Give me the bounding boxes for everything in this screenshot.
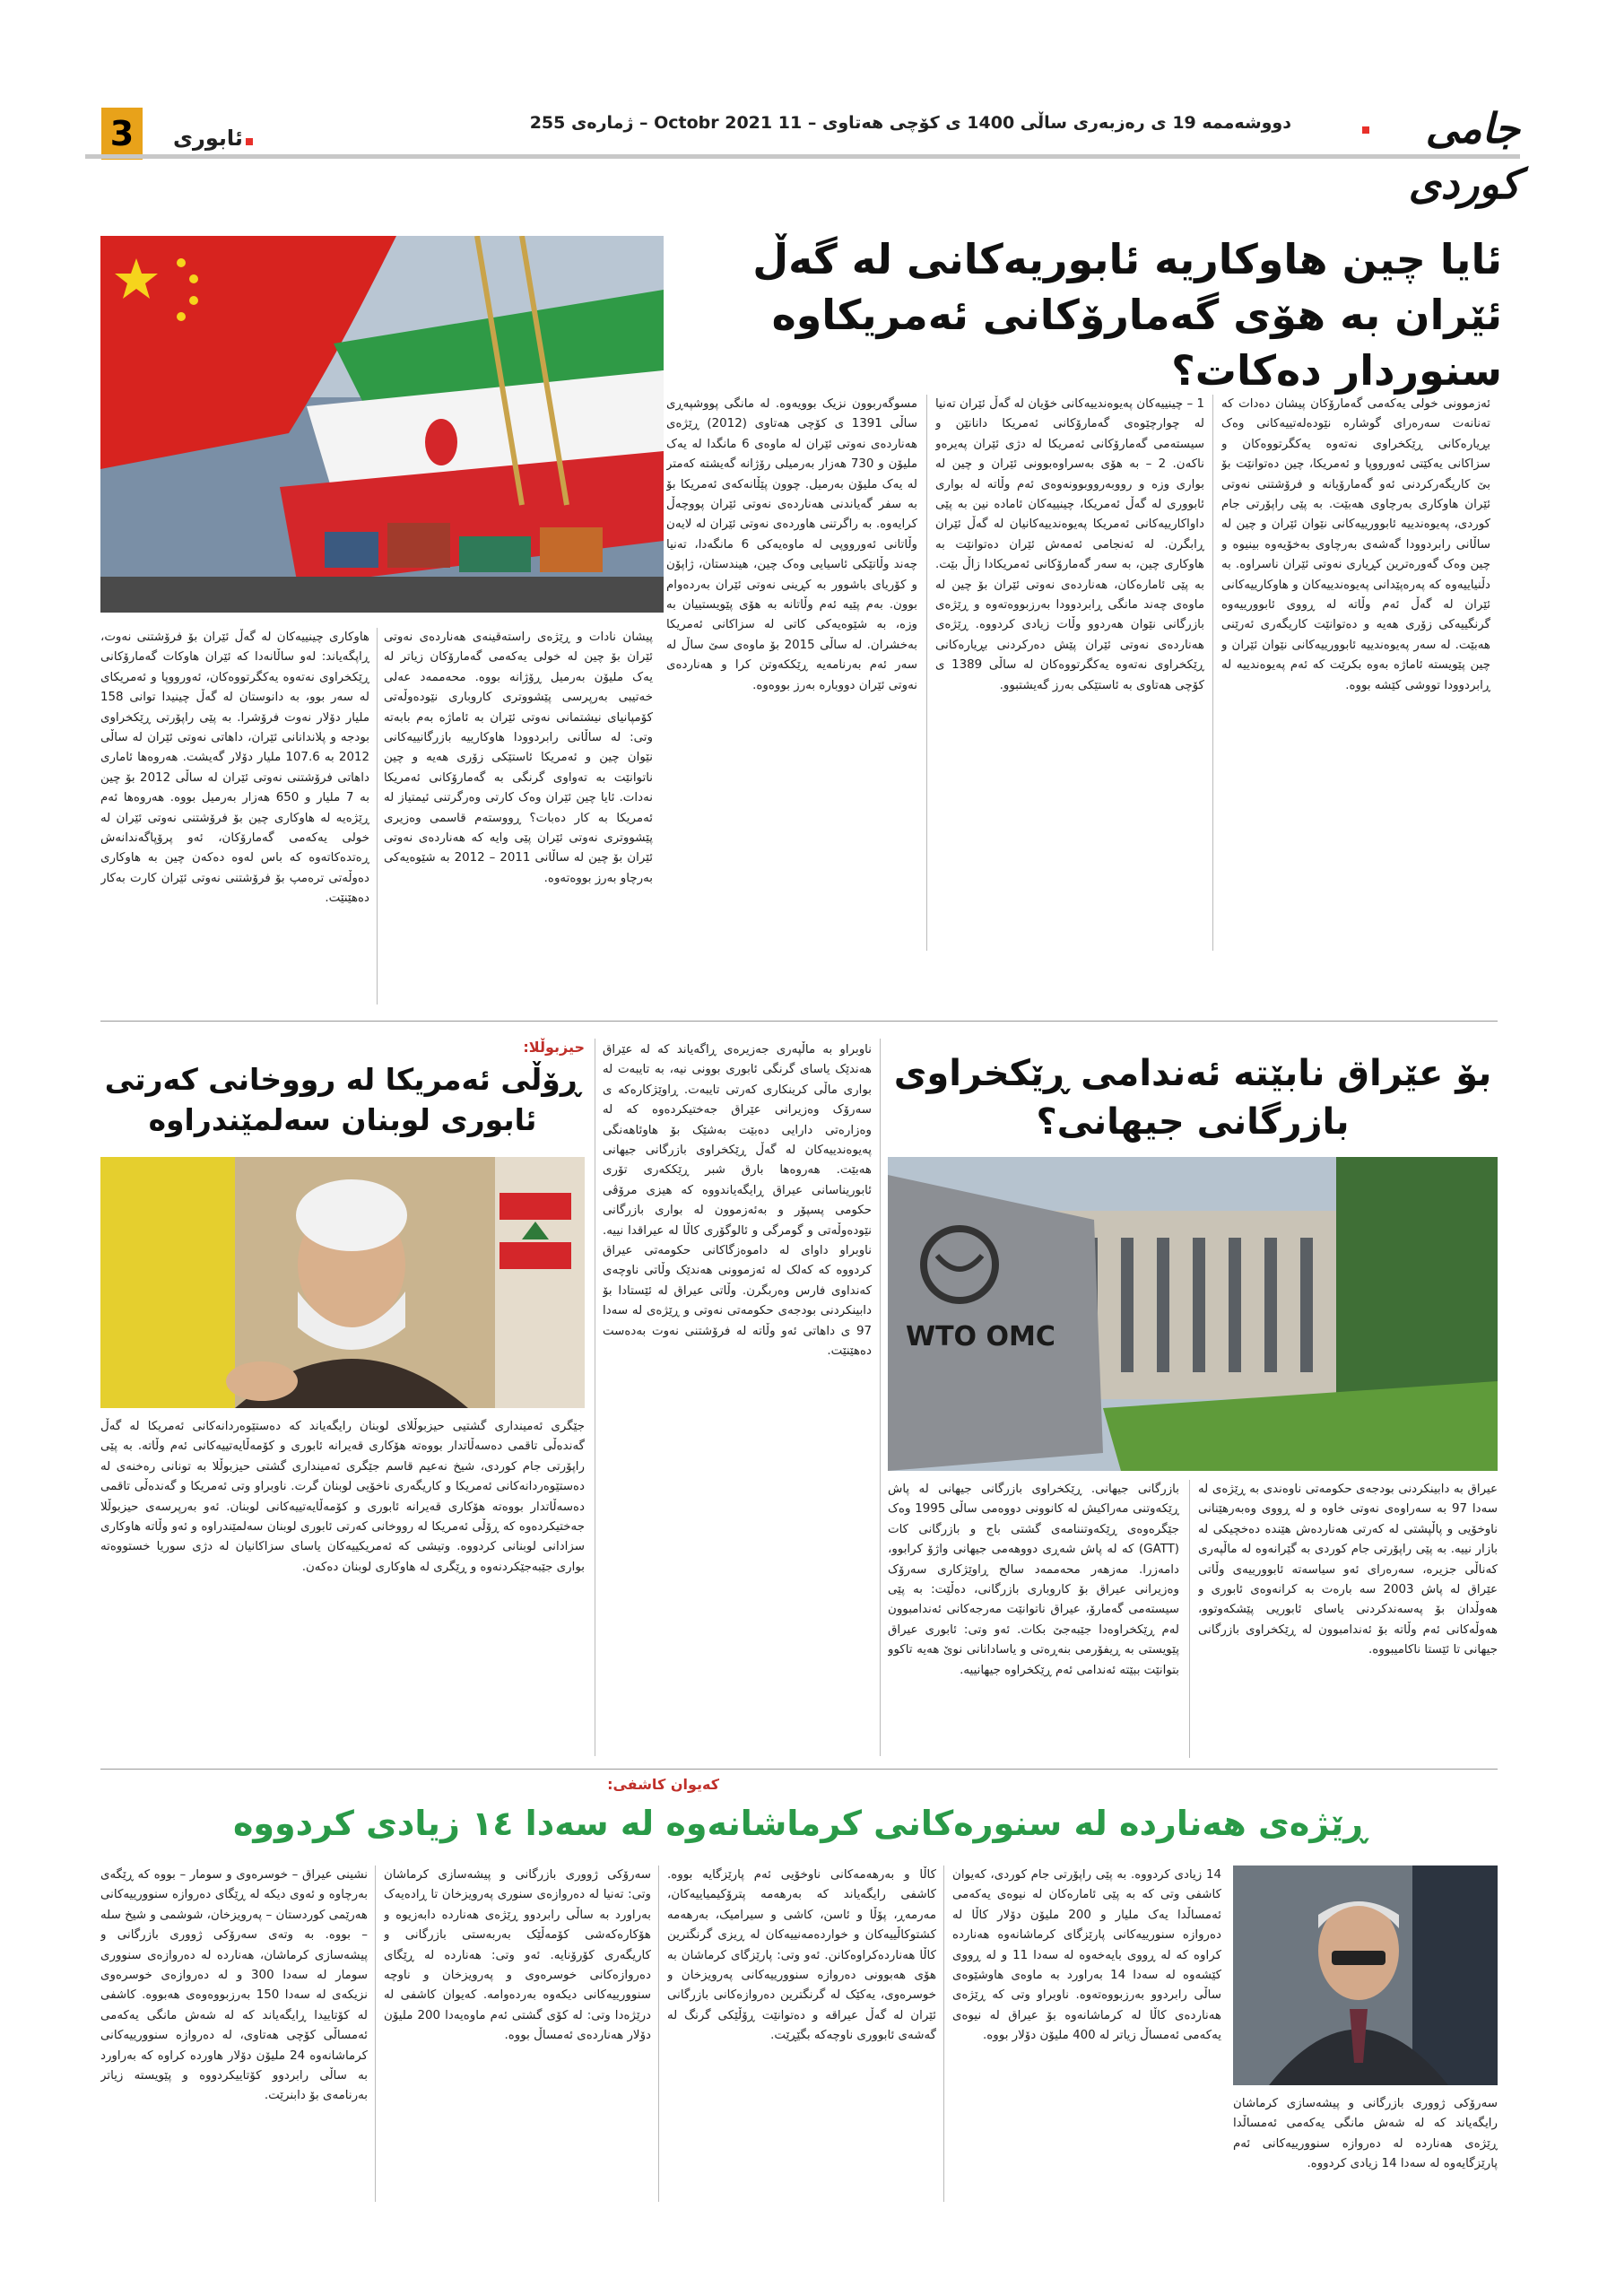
keyvan-kashefi-photo: [1233, 1866, 1498, 2085]
section-divider: [100, 1021, 1498, 1022]
col-divider: [658, 1866, 659, 2202]
article1-headline: ئایا چین هاوکاریە ئابوریەکانی لە گەڵ ئێران بە هۆی گەمارۆکانی ئەمریکاوە سنوردار دەکات؟: [752, 235, 1502, 396]
article2-col1: ناوبراو بە ماڵپەری جەزیرەی ڕاگەیاند کە لە عێراق هەندێک یاسای گرنگی ئابوری بوونی نیە، بە تایبەت لە بواری ماڵی کرینکاری کەرتی تایبەت. ڕاوێژکارەکە ی سەرۆک وەزیرانی عێراق جەختیکردەوە کە لە وەزارەتی دارایی دەبێت بەشێک بۆ هاوئاهەنگی پەیوەندییەکان لە گەڵ ڕێکخراوی بازرگانی جیهانی هەبێت. هەروەها بارق شبر ڕێککەری تۆری ئابوریناسانی عیراق ڕایگەیاندووە کە هیزی مرۆڤی حکومی پسپۆر و بەئەزموون لە بواری بازرگانی نێودەوڵەتی و گومرگی و ئالوگۆری کاڵا لە عیراقدا نییە. ناوبراو داوای لە داموەزگاکانی حکومەتی عیراق کردووە کە کەلک لە ئەزموونی هەندێک وڵاتی ناوچەی کەنداوی فارس وەربگرن. وڵاتی عیراق لە ئێستادا بۆ دابینکردنی بودجەی حکومەتی نەوتی و ڕێژەی لە سەدا 97 ی داهاتی ئەو وڵاتە لە فرۆشتنی نەوت بەدەست دەهێنێت.: [603, 1043, 872, 1359]
article4-headline: ڕێژەی هەنارده لە سنورەکانی کرماشانەوە لە سەدا ١٤ زیادی کردووە: [232, 1804, 1368, 1843]
col-divider: [377, 628, 378, 1004]
red-square-icon: [246, 138, 253, 145]
article1-cont-col1: پیشان نادات و ڕێژەی راستەقینەی هەناردەی نەوتی ئێران بۆ چین لە خولی یەکەمی گەمارۆکان زیاتر لە یەک ملیۆن بەرمیل ڕۆژانە بووە. محەممەد عەلی خەتیبی بەرپرسی پێشووتری کاروباری نێودەوڵەتی کۆمپانیای نیشتمانی نەوتی ئێران بە ئاماژە بەم بابەتە وتی: لە ساڵانی رابردوودا هاوکارییە بازرگانییەکانی نێوان چین و ئەمریکا ئاستێکی زۆری هەیە و چین ناتوانێت بە تەواوی گرنگی بە گەمارۆکانی ئەمریکا نەدات. ئایا چین ئێران وەک کارتی وەرگرتنی ئیمتیاز لە ئەمریکا بە کار دەبات؟ ڕووستەم قاسمی وەزیری پێشووتری نەوتی ئێران پێی وایە کە هەناردەی نەوتی ئێران بۆ چین لە ساڵانی 2011 – 2012 بە شێوەیەکی بەرچاو بەرز بووەتەوە.: [384, 631, 653, 885]
article4-col1: 14 زیادی کردووە. بە پێی راپۆرتی جام کوردی، کەیوان کاشفی وتی کە بە پێی ئامارەکان لە نیوەی یەکەمی ئەمساڵدا یەک ملیار و 200 ملیۆن دۆلار کاڵا لە دەروازە سنورییەکانی پارێزگای کرماشانەوە هەناردە کراوە کە لە ڕووی بایەخەوە لە سەدا 11 و لە ڕووی کێشەوە لە سەدا 14 بەراورد بە ماوەی هاوشێوەی ساڵی رابردوو بەرزبووەتەوە. ناوبراو وتی کە ڕێژەی هەناردەی کاڵا لە کرماشانەوە بۆ عیراق لە نیوەی یەکەمی ئەمساڵ زیاتر لە 400 ملیۆن دۆلار بووە.: [952, 1868, 1221, 2043]
article4-kicker: کەیوان کاشفی:: [607, 1776, 719, 1793]
col-divider: [375, 1866, 376, 2202]
article4-col4: نشینی عیراق – خوسرەوی و سومار – بووە کە ڕێگەی بەرچاوە و ئەوی دیکە لە ڕێگای دەروازە سنوورییەکانی هەرێمی کوردستان – پەرویزخان، شوشمی و شیخ سلە – بووە. بە وتەی سەرۆکی ژووری بازرگانی و پیشەسازی کرماشان، هەناردە لە دەروازەی سنووری سومار لە سەدا 300 و لە دەروازەی خوسرەوی نزیکەی لە سەدا 150 بەرزبووەوەی هەبووە. کاشفی لە کۆتاییدا ڕایگەیاند کە لە شەش مانگی یەکەمی ئەمساڵی کۆچی هەتاوی، لە دەروازە سنوورییەکانی کرماشانەوە 24 ملیۆن دۆلار هاوردە کراوە کە بەراورد بە ساڵی رابردوو کۆتاییکردووە و پێویستە زیاتر بەرنامەی بۆ دابنرێت.: [100, 1868, 368, 2103]
article4-caption: سەرۆکی ژووری بازرگانی و پیشەسازی کرماشان رایگەیاند کە لە شەش مانگی یەکەمی ئەمساڵدا ڕێژەی هەناردە لە دەروازە سنوورییەکانی ئەم پارێزگایەوە لە سەدا 14 زیادی کردووە.: [1233, 2097, 1498, 2171]
article3-kicker: حیزبوڵلا:: [523, 1039, 585, 1056]
article2-headline: بۆ عێراق نابێتە ئەندامی ڕێکخراوی بازرگانی جیهانی؟: [893, 1053, 1492, 1143]
article2-col3: عیراق بە دابینکردنی بودجەی حکومەتی ناوەندی بە ڕێژەی لە سەدا 97 بە سەراوەی نەوتی خاوە و لە ڕووی وەبەرهێنانی ناوخۆیی و پاڵپشتی لە کەرتی هەناردەش هێندە دەخچیکی لە بازار نییە. بە پێی راپۆرتی جام کوردی بە گێرانەوە لە ماڵپەری کەناڵی جزیرە، سەرەرای ئەو سیاسەتە ئابوورییەی وڵاتی عێراق لە پاش 2003 سە بارەت بە کرانەوەی ئابوری و هەوڵدان بۆ پەسەندکردنی یاسای ئابوریی پێشکەوتوو، هەوڵەکانی ئەم وڵاتە بۆ ئەندامبوون لە ڕێکخراوی بازرگانی جیهانی تا ئێستا ناکامیبووە.: [1198, 1483, 1498, 1657]
logo-dots-icon: [1359, 120, 1372, 137]
article1-col3: مسوگەربوون نزیک بوویەوە. لە مانگی پووشپەڕی ساڵی 1391 ی کۆچی هەتاوی (2012) ڕێژەی هەناردەی نەوتی ئێران لە ماوەی 6 مانگدا لە یەک ملیۆن و 730 هەزار بەرمیلی رۆژانە گەیشتە کەمتر لە یەک ملیۆن بەرمیل. چوون پێڵانەکەی ئەمریکا بۆ بە سفر گەیاندنی هەناردەی نەوتی ئێران پووچەڵ کرایەوە. بە راگرتنی هاوردەی نەوتی ئێران لە لایەن وڵاتانی ئەورووپی لە ماوەیەکی 6 مانگەدا، تەنیا چەند وڵاتێکی ئاسیایی وەک چین، هیندستان، ژاپۆن و کۆریای باشوور بە کڕینی نەوتی ئێران بەردەوام بوون. بەم پێیە ئەم وڵاتانە بە هۆی پێویستییان بە وزە، بە شێوەیەکی کاتی لە سزاکانی ئەمریکا بەخشران. لە ساڵی 2015 بۆ ماوەی سێ ساڵ لە سەر ئەم بەرنامەیە ڕێککەوتن کرا و هەناردەی نەوتی ئێران دووبارە بەرز بووەوە.: [666, 397, 917, 692]
article2-col2: بازرگانی جیهانی. ڕێکخراوی بازرگانی جیهانی لە پاش ڕێکەوتنی مەراکیش لە کانوونی دووەمی ساڵی 1995 وەک جێگرەوەی ڕێکەوتننامەی گشتی باج و بازرگانی کات (GATT) کە لە پاش شەڕی دووهەمی جیهانی واژۆ کرابوو، دامەزرا. مەزهەر محەممەد سالح ڕاوێژکاری سەرۆک وەزیرانی عیراق بۆ کاروباری بازرگانی، دەڵێت: بە پێی سیستەمی گەمارۆ، عیراق ناتوانێت مەرجەکانی ئەندامبوون لەم ڕێکخراوەدا جێبەجێ بکات. ئەو وتی: ئابوری عیراق پێویستی بە ڕیفۆرمی بنەڕەتی و یاسادانانی نوێ هەیە تاکوو بتوانێت ببێتە ئەندامی ئەم ڕێکخراوە جیهانییە.: [888, 1483, 1179, 1677]
article3-headline: ڕۆڵی ئەمریکا لە رووخانی کەرتی ئابوری لوبنان سەلمێندراوە: [104, 1062, 581, 1137]
naim-qassem-photo: [100, 1157, 585, 1408]
issue-dateline: دووشەممە 19 ی رەزبەری ساڵی 1400 ی کۆچی هەتاوی – 11 Octobr 2021 – ژمارەی 255: [529, 113, 1291, 133]
svg-text:WTO OMC: WTO OMC: [906, 1321, 1055, 1352]
article1-col2: 1 – چینییەکان پەیوەندییەکانی خۆیان لە گەڵ ئێران تەنیا لە چوارچێوەی گەمارۆکانی ئەمریکا دانانێن و سیستەمی گەمارۆکانی ئەمریکا لە دژی ئێران پەیرەو ناکەن. 2 – بە هۆی بەسراوەبوونی ئێران و چین لە بواری وزە و رووبەرووبوونەوەی ئەم وڵاتە لە بواری ئابووری لە گەڵ ئەمریکا، چینییەکان ئامادە نین بە پێی داواکارییەکانی ئەمریکا پەیوەندییەکانیان لە گەڵ ئێران ڕابگرن. لە ئەنجامی ئەمەش ئێران دەتوانێت بە هاوکاری چین، بە سەر گەمارۆکانی ئەمریکادا زاڵ بێت. بە پێی ئامارەکان، هەناردەی نەوتی ئێران بۆ چین لە ماوەی چەند مانگی ڕابردوودا بەرزبووەتەوە و ڕێژەی بازرگانی نێوان هەردوو وڵات زیادی کردووە. ڕێژەی هەناردەی نەوتی ئێران پێش دەرکردنی بڕیارەکانی ڕێکخراوی نەتەوە یەکگرتووەکان لە ساڵی 1389 ی کۆچی هەتاوی بە ئاستێکی بەرز گەیشتبوو.: [935, 397, 1204, 692]
article1-cont-col2: هاوکاری چینییەکان لە گەڵ ئێران بۆ فرۆشتنی نەوت، ڕاپگەیاند: لەو ساڵانەدا کە ئێران هاوکات گەمارۆکانی ڕێکخراوی نەتەوە یەکگرتووەکان، ئەورووپا و ئەمریکای لە سەر بوو، بە دانوستان لە گەڵ چینیدا توانی 158 ملیار دۆلار نەوت فرۆشرا. بە پێی راپۆرتی ڕێکخراوی بودجە و پلاندانانی ئێران، داهاتی نەوتی ئێران لە ساڵی 2012 بە 107.6 ملیار دۆلار گەیشت. هەروەها ئاماری داهاتی فرۆشتنی نەوتی ئێران لە ساڵی 2012 بۆ چین بە 7 ملیار و 650 هەزار بەرمیل بووە. هەروەها ئەم ڕێژەیە لە هاوکاری چین بۆ فرۆشتنی نەوتی ئێران لە خولی یەکەمی گەمارۆکان، ئەو پرۆپاگەندانەش ڕەتدەکاتەوە کە باس لەوە دەکەن چین بە هاوکاری دەوڵەتی ترەمپ بۆ فرۆشتنی نەوتی ئێران کارت بەکار دەهێنێت.: [100, 631, 369, 906]
section-divider: [100, 1769, 1498, 1770]
col-divider: [943, 1866, 944, 2202]
page-number: 3: [101, 108, 143, 160]
china-iran-port-image: [100, 236, 664, 613]
masthead-logo: جامی کوردی: [1408, 104, 1520, 208]
article3-body: جێگری ئەمینداری گشتیی حیزبوڵلای لوبنان رایگەیاند کە دەستێوەردانەکانی ئەمریکا لە گەڵ گەندەڵی تاقمی دەسەڵاتدار بووەتە هۆکاری قەیرانە ئابوری و کۆمەڵایەتییەکانی ئەم وڵاتە. بە پێی راپۆرتی جام کوردی، شیخ نەعیم قاسم جێگری ئەمینداری گشتی حیزبوڵلا بە تونانی رەخنەی لە دەستێوەردانەکانی ئەمریکا و کاریگەری ناخۆیی لوبنان گرت. ناوبراو وتی ئەمریکا و گەندەڵی تاقمی دەسەڵاتدار بووەتە هۆکاری قەیرانە ئابوری و کۆمەڵایەتییەکانی لوبنان. ئەو بەرپرسەی حیزبوڵلا جەختیکردەوە کە ڕۆڵی ئەمریکا لە رووخانی کەرتی ئابوری لوبنان سەلمێندراوە و ئەو وڵاتە هاوکاری سزادانی لوبنانی کردووە. وتیشی کە ئەمریکییەکان یاسای سزاکانیان لە دژی سوریا خستووەتە بواری جێبەجێکردنەوە و ڕێگری لە هاوکاری لوبنان دەکەن.: [100, 1420, 585, 1574]
article4-col3: سەرۆکی ژووری بازرگانی و پیشەسازی کرماشان وتی: تەنیا لە دەروازەی سنوری پەرویزخان تا ڕادەیەک بەراورد بە ساڵی رابردوو ڕێژەی هەناردە دابەزیوە و هۆکارەکەشی کۆمەڵێک بەربەستی بازرگانی و کاریگەری کۆرۆنایە. ئەو وتی: هەناردە لە ڕێگای دەروازەکانی خوسرەوی و پەرویزخان و ناوچە سنوورییەکانی دیکەوە بەردەوامە. کەیوان کاشفی لە درێژەدا وتی: لە کۆی گشتی ئەم ماوەیەدا 200 ملیۆن دۆلار هەناردەی ئەمساڵ بووە.: [384, 1868, 651, 2043]
col-divider: [1212, 395, 1213, 951]
article1-col1: ئەزموونی خولی یەکەمی گەمارۆکان پیشان دەدات کە تەنانەت سەرەرای گوشارە نێودەلەتییەکانی وەک بڕیارەکانی ڕێکخراوی نەتەوە یەکگرتووەکان و سزاکانی یەکێتی ئەورووپا و ئەمریکا، چین دەتوانێت بۆ بێ کاریگەرکردنی ئەو گەمارۆیانە و فرۆشتنی نەوتی ئێران هاوکاری بەرچاوی هەبێت. بە پێی راپۆرتی جام کوردی، پەیوەندییە ئابوورییەکانی نێوان ئێران و چین لە ساڵانی رابردوودا گەشەی بەرچاوی بەخۆیەوە بینیوە و چین وەک گەورەترین کڕیاری نەوتی ئێران ناسراوە. بە دڵنیاییەوە کە پەرەپێدانی پەیوەندییەکان و هاوکارییەکانی ئێران لە گەڵ ئەم وڵاتە لە ڕووی ئابوورییەوە گرنگییەکی زۆری هەیە و دەتوانێت کاریگەری ئەرێنی هەبێت. لە سەر پەیوەندییە ئابوورییەکانی نێوان ئێران و چین پێویستە ئاماژە بەوە بکرێت کە ئەم پەیوەندییە لە ڕابردوودا تووشی کێشە بووە.: [1221, 397, 1490, 692]
col-divider: [880, 1039, 881, 1756]
wto-building-photo: [888, 1157, 1498, 1471]
section-label: ئابوری: [173, 126, 256, 151]
col-divider: [1189, 1480, 1190, 1758]
header-rule: [85, 154, 1520, 159]
page-header: [85, 100, 1520, 208]
article4-col2: کاڵا و بەرهەمەکانی ناوخۆیی ئەم پارێزگایە بووە. کاشفی رایگەیاند کە بەرهەمە پترۆکیمیاییەکان، مەرمەڕ، پۆڵا و ئاسن، کاشی و سیرامیک، بەرهەمە کشتوکاڵییەکان و خواردەمەنییەکان لە ڕیزی گرنگترین کاڵا هەناردەکراوەکانن. ئەو وتی: پارێزگای کرماشان بە هۆی هەبوونی دەروازە سنوورییەکانی پەرویزخان و خوسرەوی، یەکێک لە گرنگترین دەروازەکانی بازرگانی ئێران لە گەڵ عیراقە و دەتوانێت ڕۆڵێکی گرنگ لە گەشەی ئابووری ناوچەکە بگێڕێت.: [667, 1868, 936, 2043]
col-divider: [926, 395, 927, 951]
